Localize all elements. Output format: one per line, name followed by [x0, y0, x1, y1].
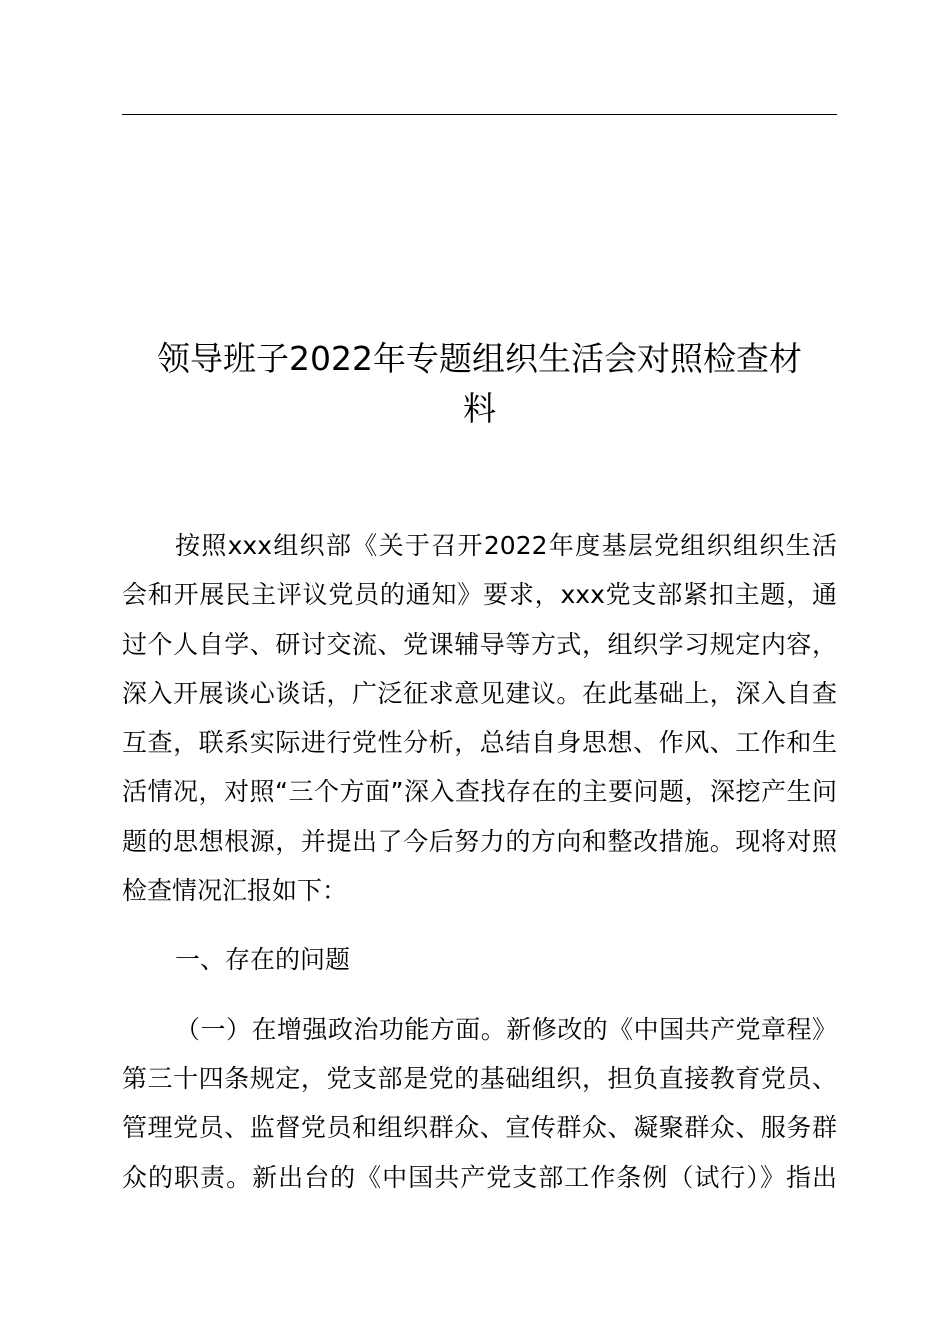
text-line: 会和开展民主评议党员的通知》要求，xxx党支部紧扣主题，通: [122, 580, 837, 610]
text-line: 互查，联系实际进行党性分析，总结自身思想、作风、工作和生: [122, 728, 837, 758]
text-line: 第三十四条规定，党支部是党的基础组织，担负直接教育党员、: [122, 1063, 837, 1093]
section-1-paragraph: [122, 1012, 837, 1209]
text-line: 按照xxx组织部《关于召开2022年度基层党组织组织生活: [175, 531, 837, 560]
text-line: （一）在增强政治功能方面。新修改的《中国共产党章程》: [175, 1014, 837, 1044]
header-rule: [122, 114, 837, 115]
section-heading: 一、存在的问题: [175, 945, 351, 975]
text-line: 检查情况汇报如下：: [122, 876, 348, 906]
text-line: 深入开展谈心谈话，广泛征求意见建议。在此基础上，深入自查: [122, 678, 837, 708]
text-line: 过个人自学、研讨交流、党课辅导等方式，组织学习规定内容，: [122, 629, 837, 659]
text-line: 管理党员、监督党员和组织群众、宣传群众、凝聚群众、服务群: [122, 1113, 837, 1143]
document-title: [122, 334, 837, 434]
title-line-2: 料: [463, 389, 496, 428]
text-line: 题的思想根源，并提出了今后努力的方向和整改措施。现将对照: [122, 826, 837, 856]
title-line-1: 领导班子2022年专题组织生活会对照检查材: [157, 339, 802, 378]
text-line: 活情况，对照“三个方面”深入查找存在的主要问题，深挖产生问: [122, 777, 837, 807]
document-body: [122, 528, 837, 1209]
text-line: 众的职责。新出台的《中国共产党支部工作条例（试行）》指出: [122, 1162, 837, 1192]
intro-paragraph: [122, 528, 837, 922]
